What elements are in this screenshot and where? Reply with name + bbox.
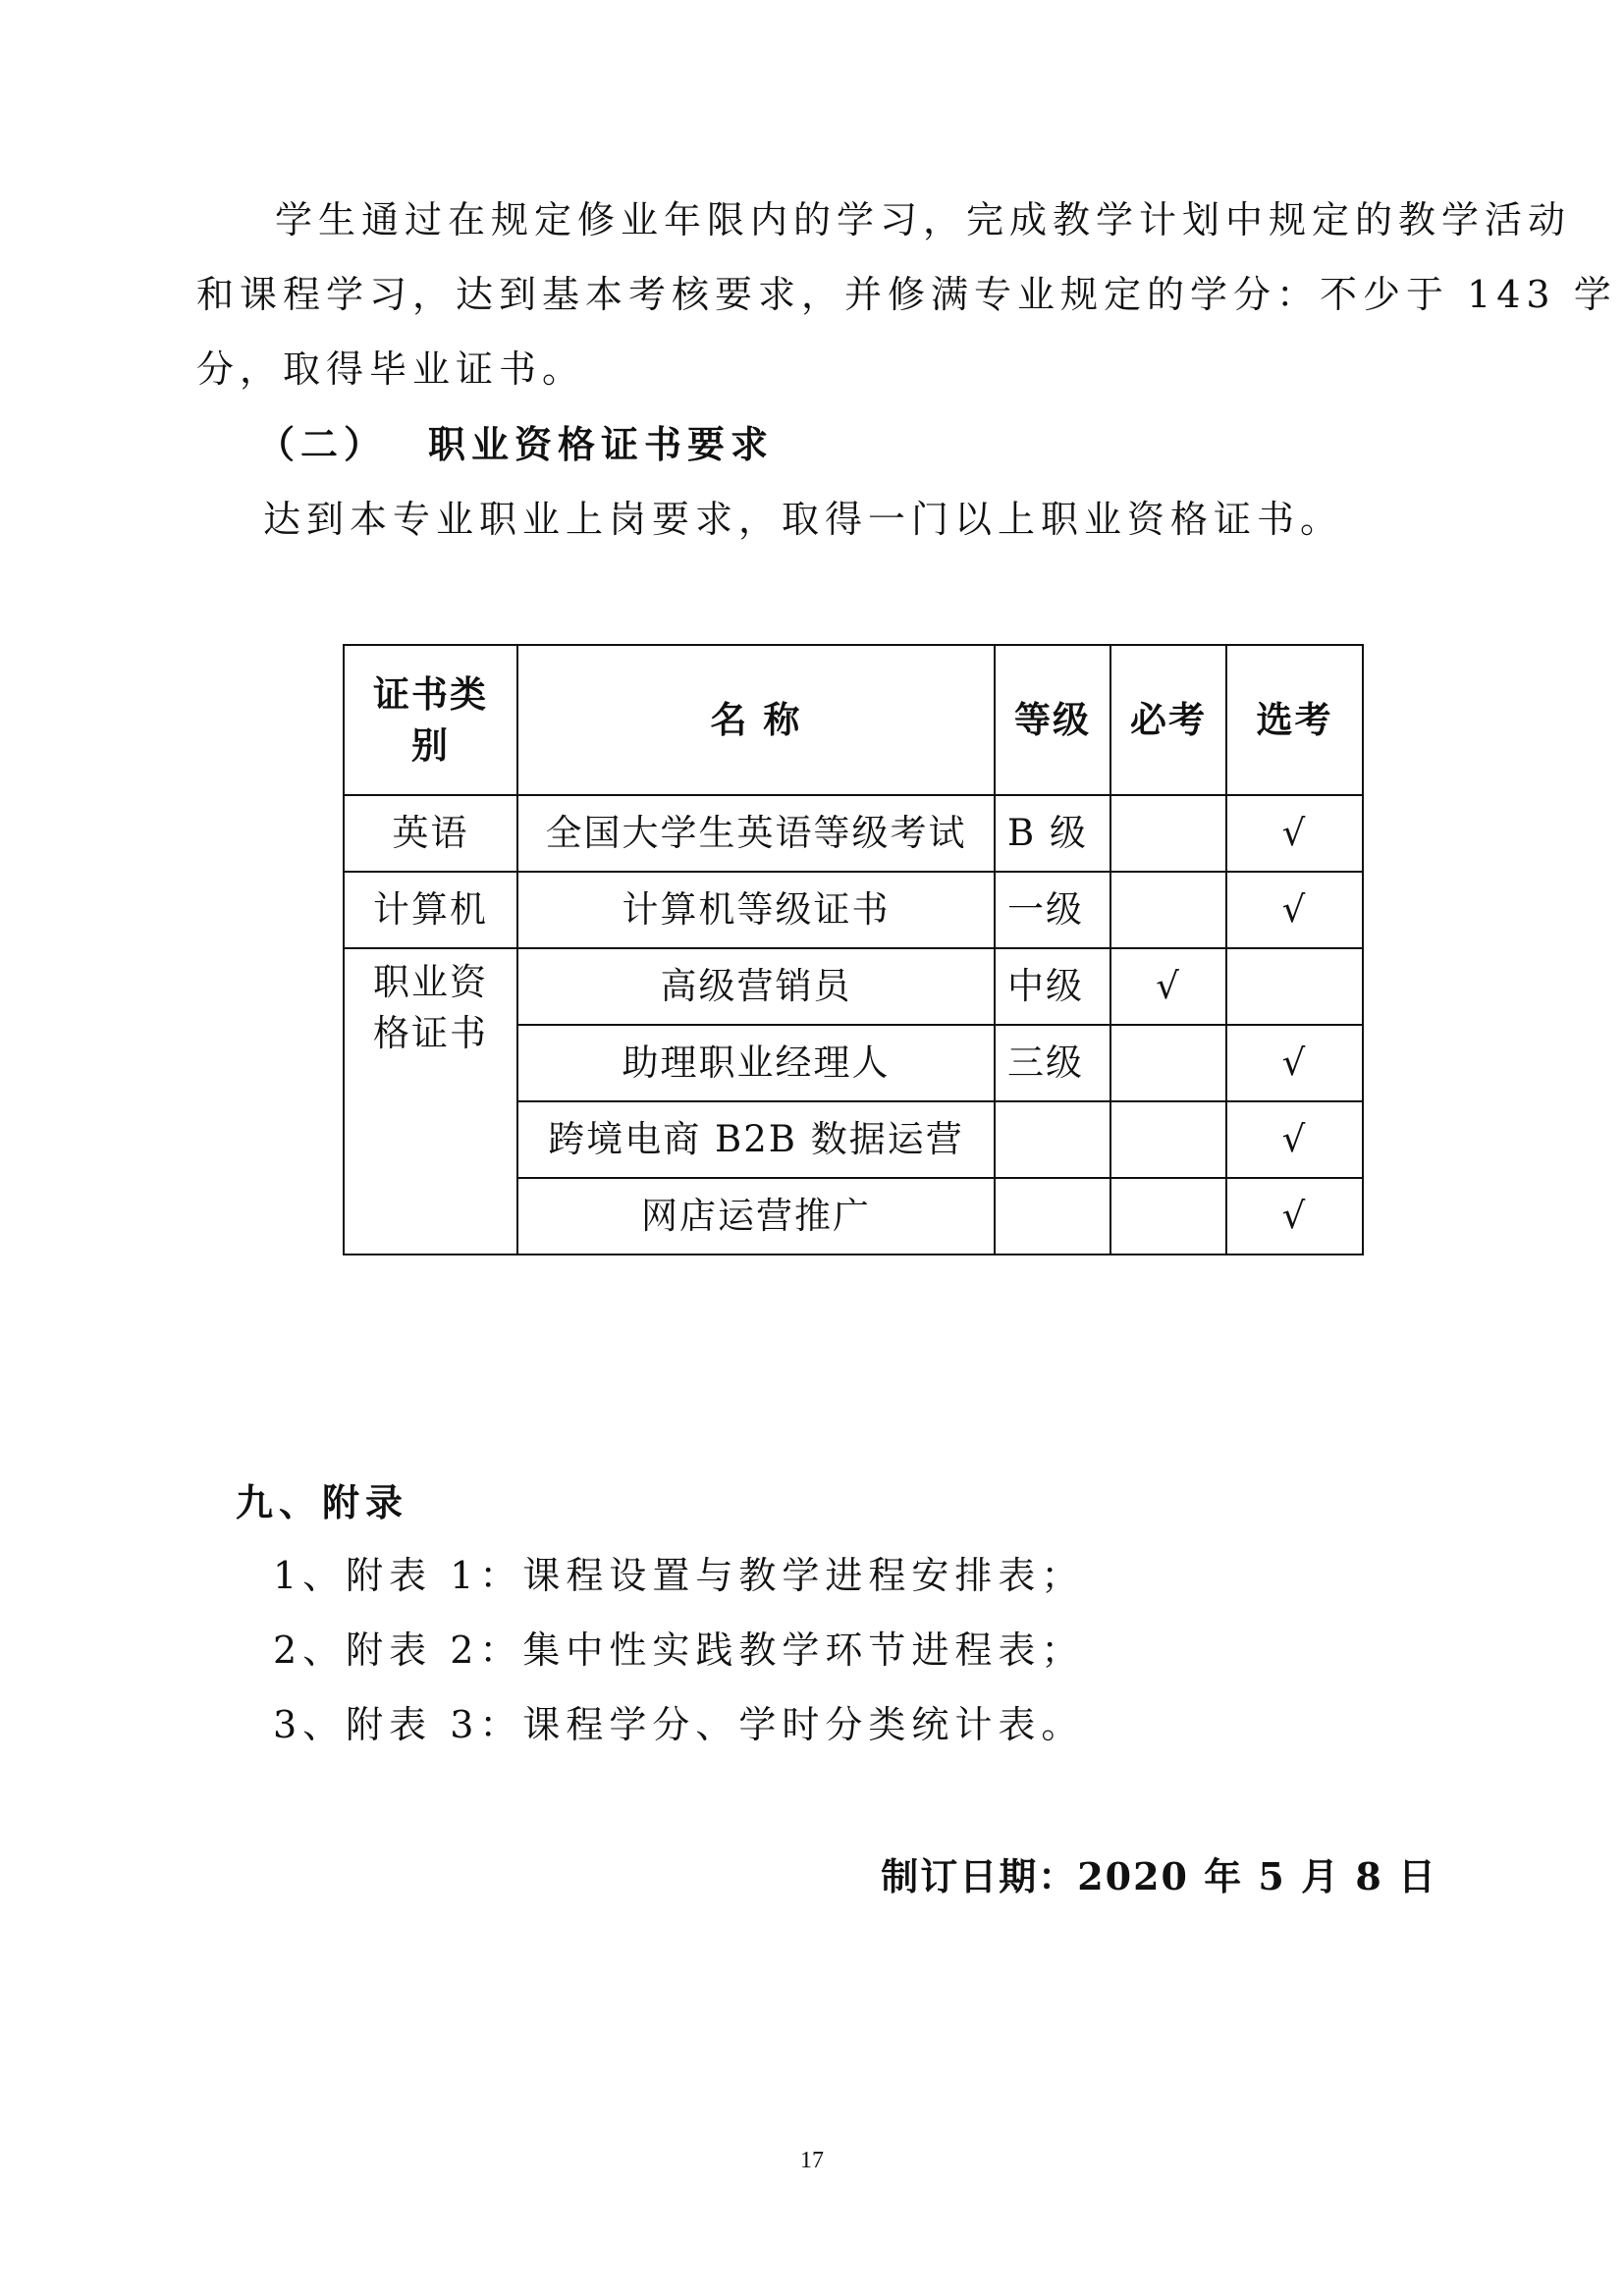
appendix-heading: 九、附录 [236,1480,409,1524]
cell-optional: √ [1226,1101,1363,1178]
intro-line-1: 学生通过在规定修业年限内的学习，完成教学计划中规定的教学活动 [275,198,1572,241]
cell-level: B 级 [995,795,1110,872]
revision-date: 制订日期：2020 年 5 月 8 日 [881,1854,1437,1898]
cell-level: 一级 [995,872,1110,948]
cell-required [1110,1178,1226,1255]
header-optional: 选考 [1226,645,1363,795]
cell-level [995,1178,1110,1255]
table-row [344,948,1363,1025]
cell-level: 中级 [995,948,1110,1025]
cell-name: 全国大学生英语等级考试 [517,795,995,872]
intro-line-2: 和课程学习，达到基本考核要求，并修满专业规定的学分：不少于 143 学 [196,273,1617,316]
cell-name: 计算机等级证书 [517,872,995,948]
section-heading-title: 职业资格证书要求 [428,422,775,466]
cell-optional [1226,948,1363,1025]
cell-category-merged: 职业资格证书 [344,948,517,1255]
header-required: 必考 [1110,645,1226,795]
cell-name: 助理职业经理人 [517,1025,995,1101]
table-row [344,795,1363,872]
table-header-row [344,645,1363,795]
cell-required [1110,795,1226,872]
page-number: 17 [800,2148,824,2173]
cell-optional: √ [1226,795,1363,872]
cell-optional: √ [1226,1178,1363,1255]
cell-category: 计算机 [344,872,517,948]
cell-optional: √ [1226,872,1363,948]
certificate-table [343,644,1364,1255]
appendix-item: 3、附表 3：课程学分、学时分类统计表。 [273,1703,1085,1746]
cell-optional: √ [1226,1025,1363,1101]
header-category: 证书类别 [344,645,517,795]
table-row [344,872,1363,948]
cell-required [1110,872,1226,948]
cell-name: 跨境电商 B2B 数据运营 [517,1101,995,1178]
section-heading-number: （二） [257,422,388,466]
cell-required [1110,1025,1226,1101]
header-level: 等级 [995,645,1110,795]
intro-line-3: 分，取得毕业证书。 [196,347,586,391]
appendix-item: 1、附表 1：课程设置与教学进程安排表； [273,1554,1085,1597]
cell-level [995,1101,1110,1178]
cell-name: 网店运营推广 [517,1178,995,1255]
cell-level: 三级 [995,1025,1110,1101]
appendix-item: 2、附表 2：集中性实践教学环节进程表； [273,1629,1085,1672]
cell-required [1110,1101,1226,1178]
cell-category: 英语 [344,795,517,872]
cell-name: 高级营销员 [517,948,995,1025]
cell-required: √ [1110,948,1226,1025]
section-body: 达到本专业职业上岗要求，取得一门以上职业资格证书。 [263,498,1344,541]
header-name: 名 称 [517,645,995,795]
